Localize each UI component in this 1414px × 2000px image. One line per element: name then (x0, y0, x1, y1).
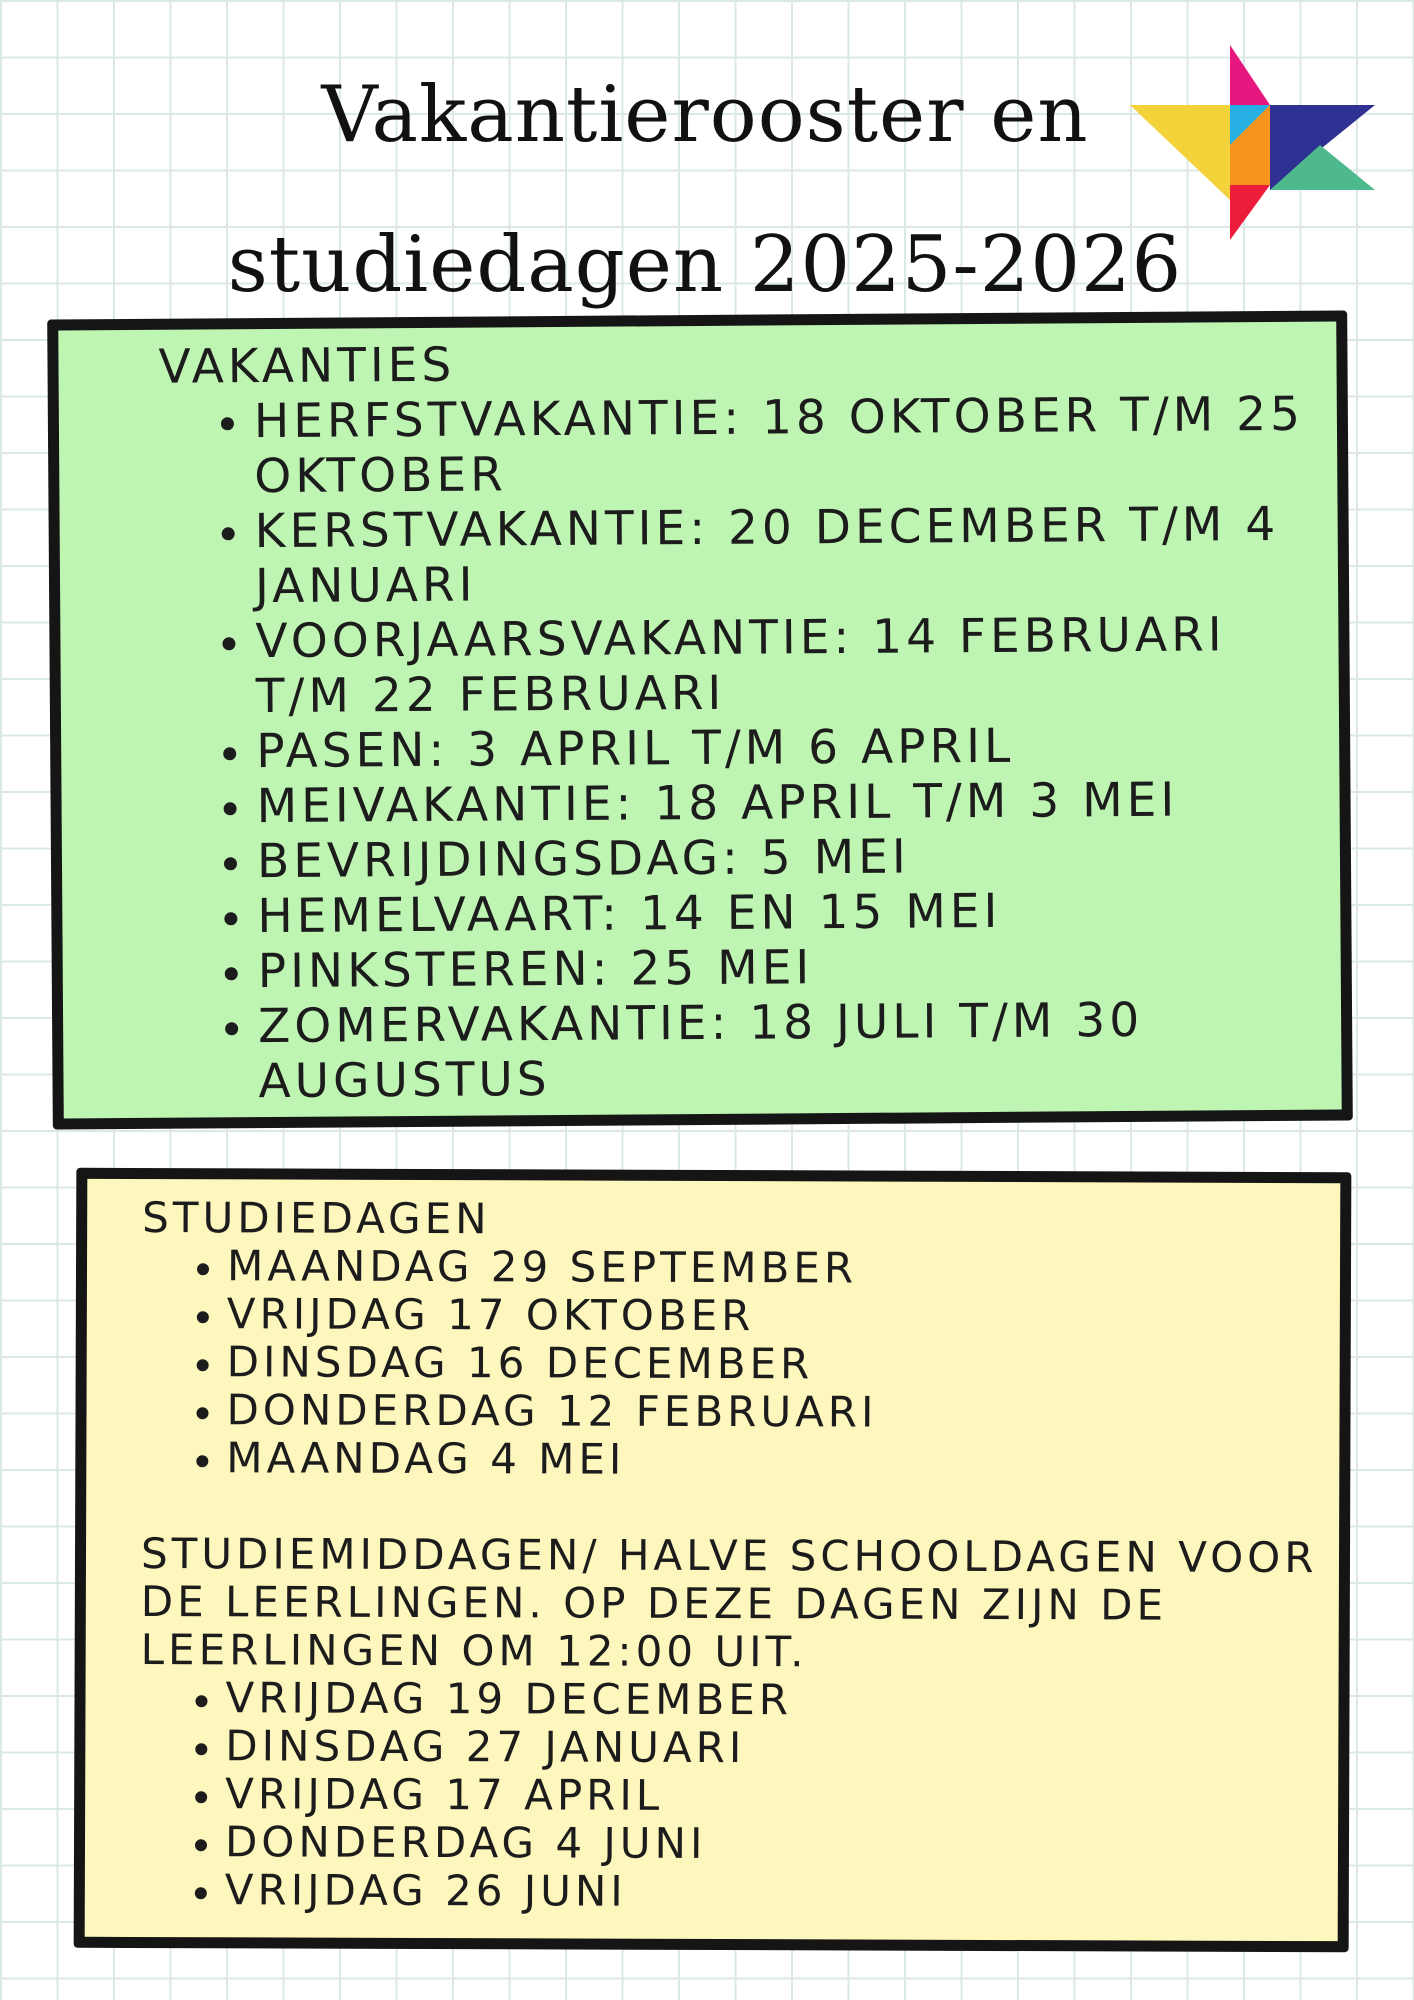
title-line-1: Vakantierooster en (321, 70, 1089, 160)
list-item: • VOORJAARSVAKANTIE: 14 FEBRUARI T/M 22 FEBRUARI (255, 607, 1311, 724)
list-item: • VRIJDAG 17 OKTOBER (227, 1290, 1332, 1342)
studiedagen-box (74, 1168, 1352, 1952)
list-item: • KERSTVAKANTIE: 20 DECEMBER T/M 4 JANUARI (254, 497, 1310, 614)
list-item: • DINSDAG 16 DECEMBER (227, 1338, 1332, 1390)
list-item: • DONDERDAG 4 JUNI (225, 1818, 1330, 1870)
colorful-pinwheel-logo-icon (1125, 40, 1380, 245)
list-item: • PASEN: 3 APRIL T/M 6 APRIL (256, 717, 1311, 779)
vakanties-box (47, 310, 1353, 1129)
list-item: • HERFSTVAKANTIE: 18 OKTOBER T/M 25 OKTOBER (254, 387, 1310, 504)
title-line-2: studiedagen 2025-2026 (227, 220, 1183, 310)
studiedagen-heading: STUDIEDAGEN (142, 1193, 491, 1244)
list-item: • DINSDAG 27 JANUARI (225, 1722, 1330, 1774)
list-item: • ZOMERVAKANTIE: 18 JULI T/M 30 AUGUSTUS (258, 992, 1314, 1109)
list-item: • DONDERDAG 12 FEBRUARI (226, 1386, 1331, 1438)
studiedagen-list (141, 1242, 1332, 1486)
list-item: • BEVRIJDINGSDAG: 5 MEI (257, 827, 1312, 889)
list-item: • VRIJDAG 19 DECEMBER (225, 1674, 1330, 1726)
list-item: • VRIJDAG 26 JUNI (225, 1866, 1330, 1918)
list-item: • MAANDAG 4 MEI (226, 1434, 1331, 1486)
vakanties-heading: VAKANTIES (158, 337, 456, 395)
page-title (160, 40, 1250, 340)
list-item: • PINKSTEREN: 25 MEI (258, 937, 1313, 999)
studiemiddagen-note: STUDIEMIDDAGEN/ HALVE SCHOOLDAGEN VOOR DE LEERLINGEN. OP DEZE DAGEN ZIJN DE LEERLINGEN OM 12:00 UIT. (140, 1529, 1318, 1677)
list-item: • MAANDAG 29 SEPTEMBER (227, 1242, 1332, 1294)
list-item: • HEMELVAART: 14 EN 15 MEI (257, 882, 1312, 944)
list-item: • MEIVAKANTIE: 18 APRIL T/M 3 MEI (256, 772, 1311, 834)
studiemiddagen-list (140, 1674, 1331, 1918)
list-item: • VRIJDAG 17 APRIL (225, 1770, 1330, 1822)
vakanties-list (159, 387, 1314, 1110)
